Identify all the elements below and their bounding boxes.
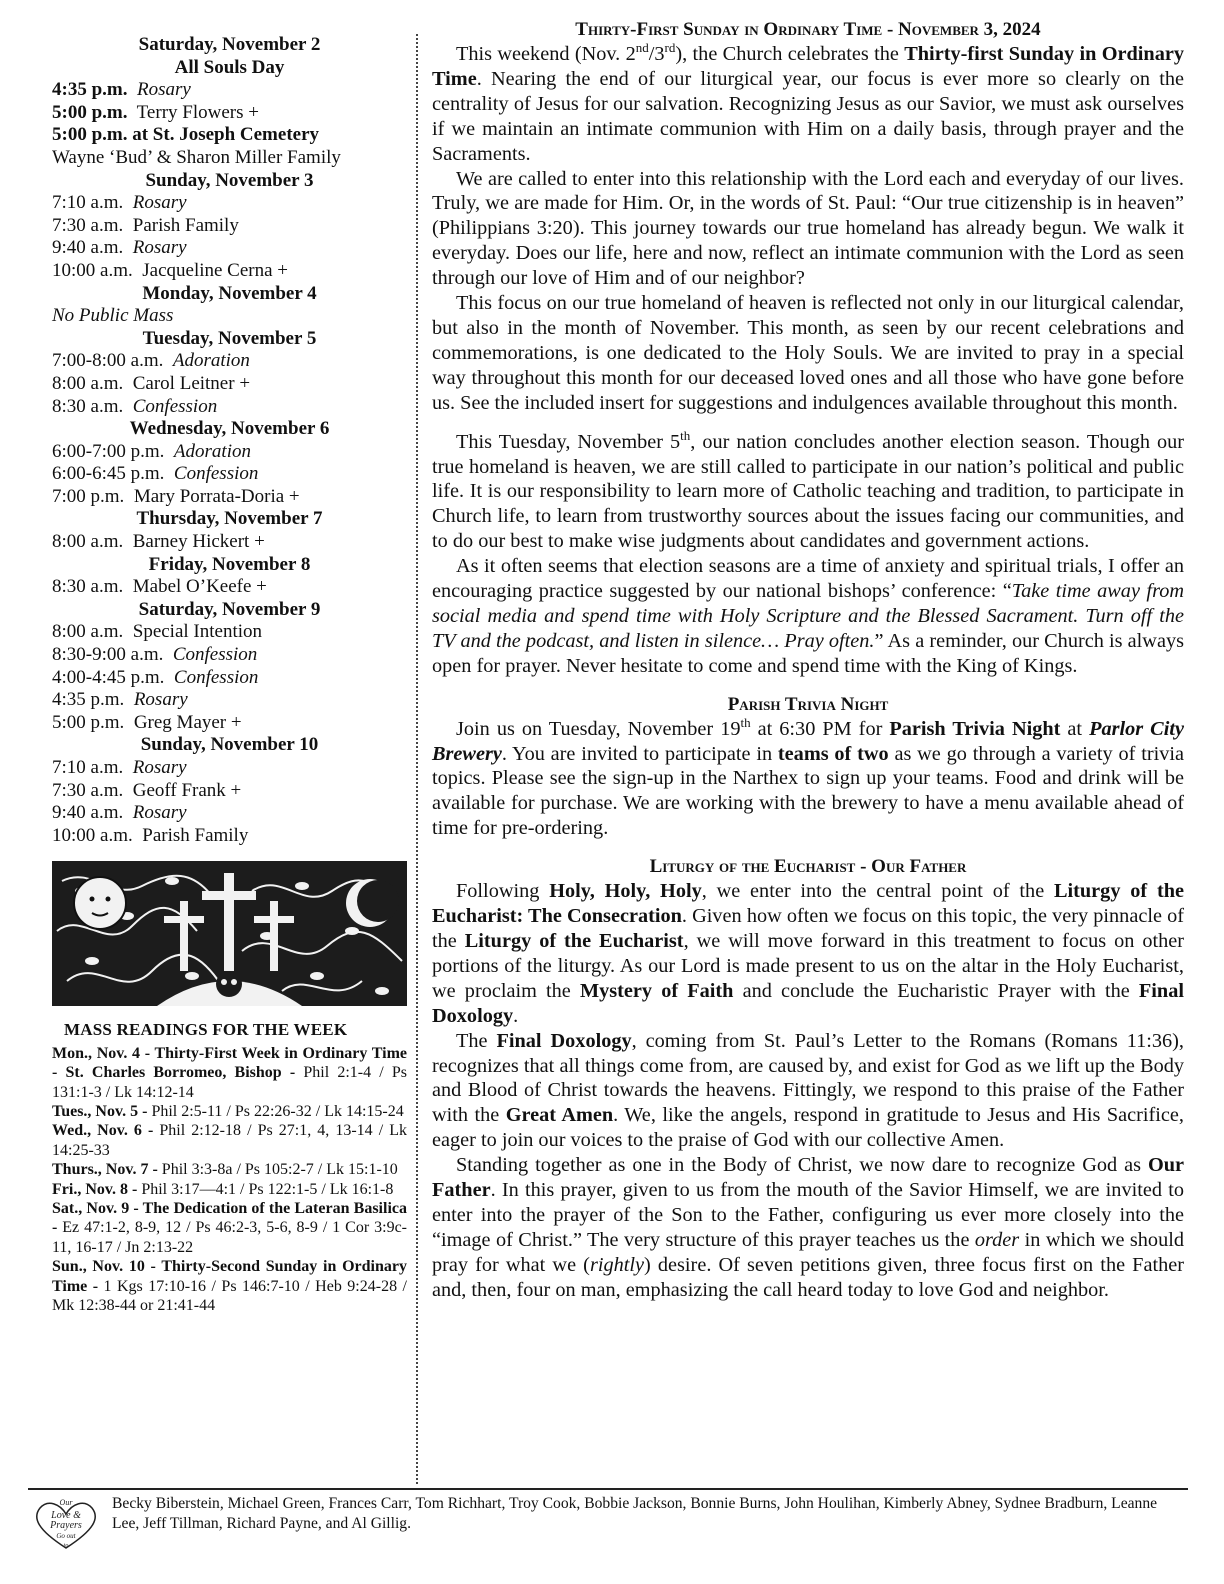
entry-text: Rosary bbox=[132, 192, 187, 214]
text-run: rightly bbox=[589, 1253, 645, 1276]
text-run: Liturgy of the Eucharist: The Consecration bbox=[432, 880, 1184, 928]
entry-time: 8:00 a.m. bbox=[52, 621, 124, 643]
reading-day: Sat., Nov. 9 - The Dedication of the Lateran Basilica - bbox=[52, 1200, 407, 1237]
schedule-entry bbox=[52, 621, 407, 644]
logo-text-line: Prayers bbox=[50, 1520, 82, 1531]
schedule-entry bbox=[52, 260, 407, 283]
reading-item bbox=[52, 1102, 407, 1121]
sun-face-icon bbox=[74, 877, 126, 929]
entry-time: 8:30 a.m. bbox=[52, 395, 124, 417]
text-run: as we go through a variety of trivia topics. Please see the sign-up in the Narthex to sign up your teams. Food and drink will be available for purchase. We are working with the brewery to have a menu available ahead of time for pre-ordering. bbox=[432, 742, 1184, 840]
entry-text: Adoration bbox=[173, 440, 251, 462]
schedule-day-heading: Monday, November 4 bbox=[142, 282, 317, 304]
schedule-entry bbox=[52, 689, 407, 712]
skull-icon bbox=[216, 971, 242, 997]
schedule-entry bbox=[52, 102, 407, 125]
logo-text-line: Our bbox=[59, 1498, 73, 1507]
text-run: Thirty-first Sunday in Ordinary Time bbox=[432, 43, 1184, 90]
text-run: Parish Trivia Night bbox=[889, 717, 1061, 740]
text-run: Join us on Tuesday, November 19 bbox=[456, 717, 741, 740]
text-run: in which we should pray for what we ( bbox=[432, 1228, 1184, 1276]
schedule-entry bbox=[52, 825, 407, 848]
schedule-day-heading: Wednesday, November 6 bbox=[129, 418, 330, 440]
schedule-entry bbox=[52, 576, 407, 599]
schedule-day-heading: Tuesday, November 5 bbox=[142, 327, 317, 349]
text-run: Parlor City Brewery bbox=[432, 717, 1184, 765]
entry-text: No Public Mass bbox=[52, 305, 174, 327]
entry-text: Mary Porrata-Doria + bbox=[133, 485, 300, 507]
entry-text: Rosary bbox=[133, 689, 188, 711]
schedule-day-heading: All Souls Day bbox=[174, 56, 285, 78]
reading-day: Thurs., Nov. 7 - bbox=[52, 1161, 158, 1179]
schedule-day-heading: Sunday, November 3 bbox=[145, 169, 314, 191]
entry-time: 5:00 p.m. bbox=[52, 711, 125, 733]
schedule-entry bbox=[52, 147, 407, 170]
text-run: . You are invited to participate in bbox=[501, 742, 778, 765]
entry-time: 9:40 a.m. bbox=[52, 237, 124, 259]
text-run: Mystery of Faith bbox=[579, 979, 734, 1002]
article-paragraph bbox=[432, 554, 1184, 679]
entry-text: Confession bbox=[173, 463, 259, 485]
reading-day: Wed., Nov. 6 - bbox=[52, 1122, 154, 1140]
text-run: Liturgy of the Eucharist bbox=[464, 930, 684, 952]
entry-text: Confession bbox=[172, 644, 258, 666]
entry-time: 8:00 a.m. bbox=[52, 372, 124, 394]
schedule-entry bbox=[52, 780, 407, 803]
text-run: As it often seems that election seasons are a time of anxiety and spiritual trials, I offer an encouraging practice suggested by our national bishops’ conference: “ bbox=[432, 555, 1184, 603]
text-run: th bbox=[740, 714, 751, 730]
text-run: This focus on our true homeland of heaven is reflected not only in our liturgical calendar, but also in the month of November. This month, as seen by our recent celebrations and commemorations, is one dedicated to the Holy Souls. We are invited to pray in a special way throughout this month for our deceased loved ones and all those who have gone before us. See the included insert for suggestions and indulgences available throughout this month. bbox=[432, 292, 1184, 414]
right-column bbox=[432, 18, 1184, 1303]
mass-schedule bbox=[52, 34, 407, 847]
schedule-entry bbox=[52, 802, 407, 825]
entry-time: 8:30 a.m. bbox=[52, 576, 124, 598]
schedule-entry bbox=[52, 441, 407, 464]
entry-text: Terry Flowers + bbox=[136, 101, 259, 123]
entry-text: Parish Family bbox=[132, 214, 239, 236]
entry-time: 6:00-6:45 p.m. bbox=[52, 463, 165, 485]
text-run: . Nearing the end of our liturgical year, our focus is ever more so clearly on the centrality of Jesus for our salvation. Recognizing Jesus as our Savior, we must ask ourselves if we maintain an intimate communion with Him on a daily basis, through prayer and the Sacraments. bbox=[432, 67, 1184, 165]
reading-day: Fri., Nov. 8 - bbox=[52, 1180, 138, 1198]
article-paragraph bbox=[432, 291, 1184, 416]
text-run: th bbox=[680, 427, 691, 443]
text-run: /3 bbox=[648, 43, 665, 65]
article-paragraph bbox=[432, 1029, 1184, 1154]
entry-time: 7:10 a.m. bbox=[52, 757, 124, 778]
entry-text: Geoff Frank + bbox=[132, 779, 242, 801]
reading-item bbox=[52, 1257, 407, 1315]
reading-item bbox=[52, 1044, 407, 1102]
reading-citations: Ez 47:1-2, 8-9, 12 / Ps 46:2-3, 5-6, 8-9 / 1 Cor 3:9c-11, 16-17 / Jn 2:13-22 bbox=[52, 1219, 407, 1256]
entry-text: Rosary bbox=[132, 237, 187, 259]
readings-list bbox=[52, 1044, 407, 1316]
entry-text: Jacqueline Cerna + bbox=[142, 259, 289, 281]
entry-time: 7:00-8:00 a.m. bbox=[52, 350, 164, 372]
entry-text: Rosary bbox=[132, 757, 187, 778]
schedule-day-heading: Saturday, November 9 bbox=[138, 598, 321, 620]
text-run: Following bbox=[456, 880, 550, 903]
text-run: , we will move forward in this treatment to focus on other portions of the liturgy. As our Lord is made present to us on the altar in the Holy Eucharist, we proclaim the bbox=[432, 930, 1184, 1002]
reading-item bbox=[52, 1180, 407, 1199]
text-run: Standing together as one in the Body of Christ, we now dare to recognize God as bbox=[456, 1154, 1148, 1177]
entry-text: Rosary bbox=[136, 79, 191, 101]
schedule-entry bbox=[52, 215, 407, 238]
logo-text-line: Go out bbox=[56, 1532, 76, 1540]
text-run: order bbox=[974, 1228, 1020, 1251]
left-column bbox=[52, 34, 407, 1315]
text-run: at bbox=[1060, 717, 1090, 740]
article-paragraph bbox=[432, 1153, 1184, 1302]
entry-time: 4:35 p.m. bbox=[52, 689, 125, 711]
text-run: Great Amen bbox=[505, 1104, 614, 1127]
text-run: . bbox=[513, 1004, 519, 1027]
reading-citations: Phil 2:1-4 / Ps 131:1-3 / Lk 14:12-14 bbox=[52, 1064, 407, 1101]
reading-citations: 1 Kgs 17:10-16 / Ps 146:7-10 / Heb 9:24-28 / Mk 12:38-44 or 21:41-44 bbox=[52, 1277, 407, 1315]
schedule-entry bbox=[52, 373, 407, 396]
reading-citations: Phil 2:12-18 / Ps 27:1, 4, 13-14 / Lk 14:25-33 bbox=[52, 1122, 407, 1159]
schedule-entry bbox=[52, 644, 407, 667]
section-title: Parish Trivia Night bbox=[727, 693, 889, 715]
logo-text-line: to bbox=[63, 1543, 69, 1549]
text-run: Final Doxology bbox=[432, 979, 1184, 1027]
article-paragraph bbox=[432, 167, 1184, 292]
text-run: , coming from St. Paul’s Letter to the Romans (Romans 11:36), recognizes that all things come from, are caused by, and exist for God as we lift up the Body and Blood of Christ towards the heavens. Fittingly, we respond to this praise of the Father with the bbox=[432, 1029, 1184, 1127]
text-run: Our Father bbox=[432, 1154, 1184, 1202]
article-paragraph bbox=[432, 714, 1184, 842]
text-run: rd bbox=[664, 40, 676, 56]
reading-citations: Phil 3:17—4:1 / Ps 122:1-5 / Lk 16:1-8 bbox=[137, 1180, 394, 1198]
entry-time: 7:10 a.m. bbox=[52, 192, 124, 214]
text-run: teams of two bbox=[777, 742, 889, 765]
reading-day: Mon., Nov. 4 - Thirty-First Week in Ordinary Time - St. Charles Borromeo, Bishop - bbox=[52, 1044, 407, 1082]
reading-day: Tues., Nov. 5 - bbox=[52, 1103, 148, 1120]
entry-text: Confession bbox=[173, 666, 259, 688]
schedule-entry bbox=[52, 350, 407, 373]
entry-text: Greg Mayer + bbox=[133, 711, 242, 733]
text-run: and conclude the Eucharistic Prayer with the bbox=[733, 979, 1139, 1002]
logo-text-line: Love & bbox=[51, 1510, 81, 1521]
article-paragraph bbox=[432, 427, 1184, 555]
prayer-names: Becky Biberstein, Michael Green, Frances Carr, Tom Richhart, Troy Cook, Bobbie Jackson, Bonnie Burns, John Houlihan, Kimberly Abney, Sydnee Bradburn, Leanne Lee, Jeff Tillman, Richard Payne, and Al Gillig. bbox=[112, 1495, 1158, 1532]
text-run: The bbox=[456, 1029, 497, 1052]
text-run: Take time away from social media and spend time with Holy Scripture and the Blessed Sacrament. Turn off the TV and the podcast, and listen in silence… Pray often. bbox=[432, 580, 1184, 652]
entry-time: 8:30-9:00 a.m. bbox=[52, 644, 164, 666]
schedule-entry bbox=[52, 305, 407, 328]
schedule-day-heading: Friday, November 8 bbox=[148, 553, 311, 575]
text-run: . In this prayer, given to us from the mouth of the Savior Himself, we are invited to enter into the prayer of the Son to the Father, configuring us ever more closely into the “image of Christ.” The very structure of this prayer teaches us the bbox=[432, 1179, 1184, 1251]
reading-citations: Phil 3:3-8a / Ps 105:2-7 / Lk 15:1-10 bbox=[157, 1161, 398, 1179]
entry-time: 7:30 a.m. bbox=[52, 214, 124, 236]
entry-time: 5:00 p.m. at St. Joseph Cemetery bbox=[52, 124, 320, 146]
entry-text: Barney Hickert + bbox=[132, 531, 265, 553]
section-title: Liturgy of the Eucharist - Our Father bbox=[649, 856, 967, 878]
entry-time: 10:00 a.m. bbox=[52, 259, 133, 281]
prayer-list-footer bbox=[28, 1488, 1188, 1550]
entry-time: 8:00 a.m. bbox=[52, 531, 124, 553]
entry-text: Carol Leitner + bbox=[132, 372, 251, 394]
schedule-entry bbox=[52, 667, 407, 690]
text-run: . We, like the angels, respond in gratitude to Jesus and His Sacrifice, eager to join our voices to the praise of God with our collective Amen. bbox=[432, 1104, 1184, 1152]
entry-time: 4:35 p.m. bbox=[52, 79, 128, 101]
svg-text:OurLove &PrayersGo outto bbox=[49, 1498, 82, 1549]
love-and-prayers-logo bbox=[28, 1496, 104, 1552]
schedule-entry bbox=[52, 396, 407, 419]
entry-text: Parish Family bbox=[142, 824, 249, 846]
schedule-entry bbox=[52, 192, 407, 215]
schedule-entry bbox=[52, 463, 407, 486]
text-run: . Given how often we focus on this topic, the very pinnacle of the bbox=[432, 905, 1184, 952]
article-paragraph bbox=[432, 42, 1184, 167]
reading-item bbox=[52, 1199, 407, 1257]
entry-time: 7:30 a.m. bbox=[52, 779, 124, 801]
entry-time: 6:00-7:00 p.m. bbox=[52, 440, 165, 462]
entry-text: Wayne ‘Bud’ & Sharon Miller Family bbox=[52, 146, 341, 168]
text-run: Holy, Holy, Holy bbox=[549, 880, 702, 903]
schedule-entry bbox=[52, 237, 407, 260]
schedule-entry bbox=[52, 124, 407, 147]
text-run: at 6:30 PM for bbox=[750, 717, 890, 740]
schedule-entry bbox=[52, 79, 407, 102]
text-run: We are called to enter into this relationship with the Lord each and everyday of our lives. Truly, we are made for Him. Or, in the words of St. Paul: “Our true citizenship is in heaven” (Philippians 3:20). This journey towards our true homeland has already begun. We walk it everyday. Does our life, here and now, reflect an intimate communion with the Lord as seen through our love of Him and of our neighbor? bbox=[432, 167, 1184, 290]
mass-readings bbox=[52, 1020, 407, 1315]
reading-citations: Phil 2:5-11 / Ps 22:26-32 / Lk 14:15-24 bbox=[147, 1103, 404, 1120]
text-run: ), the Church celebrates the bbox=[675, 43, 905, 65]
column-divider bbox=[416, 34, 418, 1484]
all-souls-illustration bbox=[52, 861, 407, 1006]
schedule-entry bbox=[52, 757, 407, 780]
text-run: ) desire. Of seven petitions given, three focus first on the Father and, then, four on man, emphasizing the call heard today to love God and neighbor. bbox=[432, 1253, 1184, 1301]
entry-text: Adoration bbox=[172, 350, 250, 372]
schedule-entry bbox=[52, 486, 407, 509]
entry-time: 9:40 a.m. bbox=[52, 802, 124, 824]
schedule-entry bbox=[52, 531, 407, 554]
text-run: Final Doxology bbox=[496, 1029, 632, 1052]
section-title: Thirty-First Sunday in Ordinary Time - November 3, 2024 bbox=[575, 19, 1041, 40]
text-run: , our nation concludes another election season. Though our true homeland is heaven, we are still called to participate in our nation’s political and public life. It is our responsibility to learn more of Catholic teaching and tradition, to participate in Church life, to learn from trustworthy sources about the issues facing our communities, and to do our best to make wise judgments about candidates and government actions. bbox=[432, 430, 1184, 553]
schedule-day-heading: Saturday, November 2 bbox=[138, 34, 321, 55]
entry-time: 5:00 p.m. bbox=[52, 101, 128, 123]
entry-time: 4:00-4:45 p.m. bbox=[52, 666, 165, 688]
calvary-crosses-icon bbox=[52, 861, 407, 1006]
entry-text: Mabel O’Keefe + bbox=[132, 576, 267, 598]
entry-text: Confession bbox=[132, 395, 218, 417]
entry-time: 10:00 a.m. bbox=[52, 824, 133, 846]
schedule-day-heading: Sunday, November 10 bbox=[140, 734, 319, 756]
reading-day: Sun., Nov. 10 - Thirty-Second Sunday in Ordinary Time - bbox=[52, 1258, 407, 1295]
text-run: This weekend (Nov. 2 bbox=[456, 43, 636, 65]
schedule-day-heading: Thursday, November 7 bbox=[136, 508, 323, 530]
entry-text: Rosary bbox=[132, 802, 187, 824]
reading-item bbox=[52, 1160, 407, 1179]
text-run: nd bbox=[635, 40, 649, 56]
entry-time: 7:00 p.m. bbox=[52, 485, 125, 507]
reading-item bbox=[52, 1121, 407, 1160]
entry-text: Special Intention bbox=[132, 621, 263, 643]
article-paragraph bbox=[432, 879, 1184, 1028]
text-run: ” As a reminder, our Church is always open for prayer. Never hesitate to come and spend time with the King of Kings. bbox=[432, 629, 1184, 677]
schedule-entry bbox=[52, 712, 407, 735]
text-run: , we enter into the central point of the bbox=[701, 880, 1054, 903]
text-run: This Tuesday, November 5 bbox=[456, 430, 681, 453]
readings-heading: MASS READINGS FOR THE WEEK bbox=[64, 1020, 348, 1040]
